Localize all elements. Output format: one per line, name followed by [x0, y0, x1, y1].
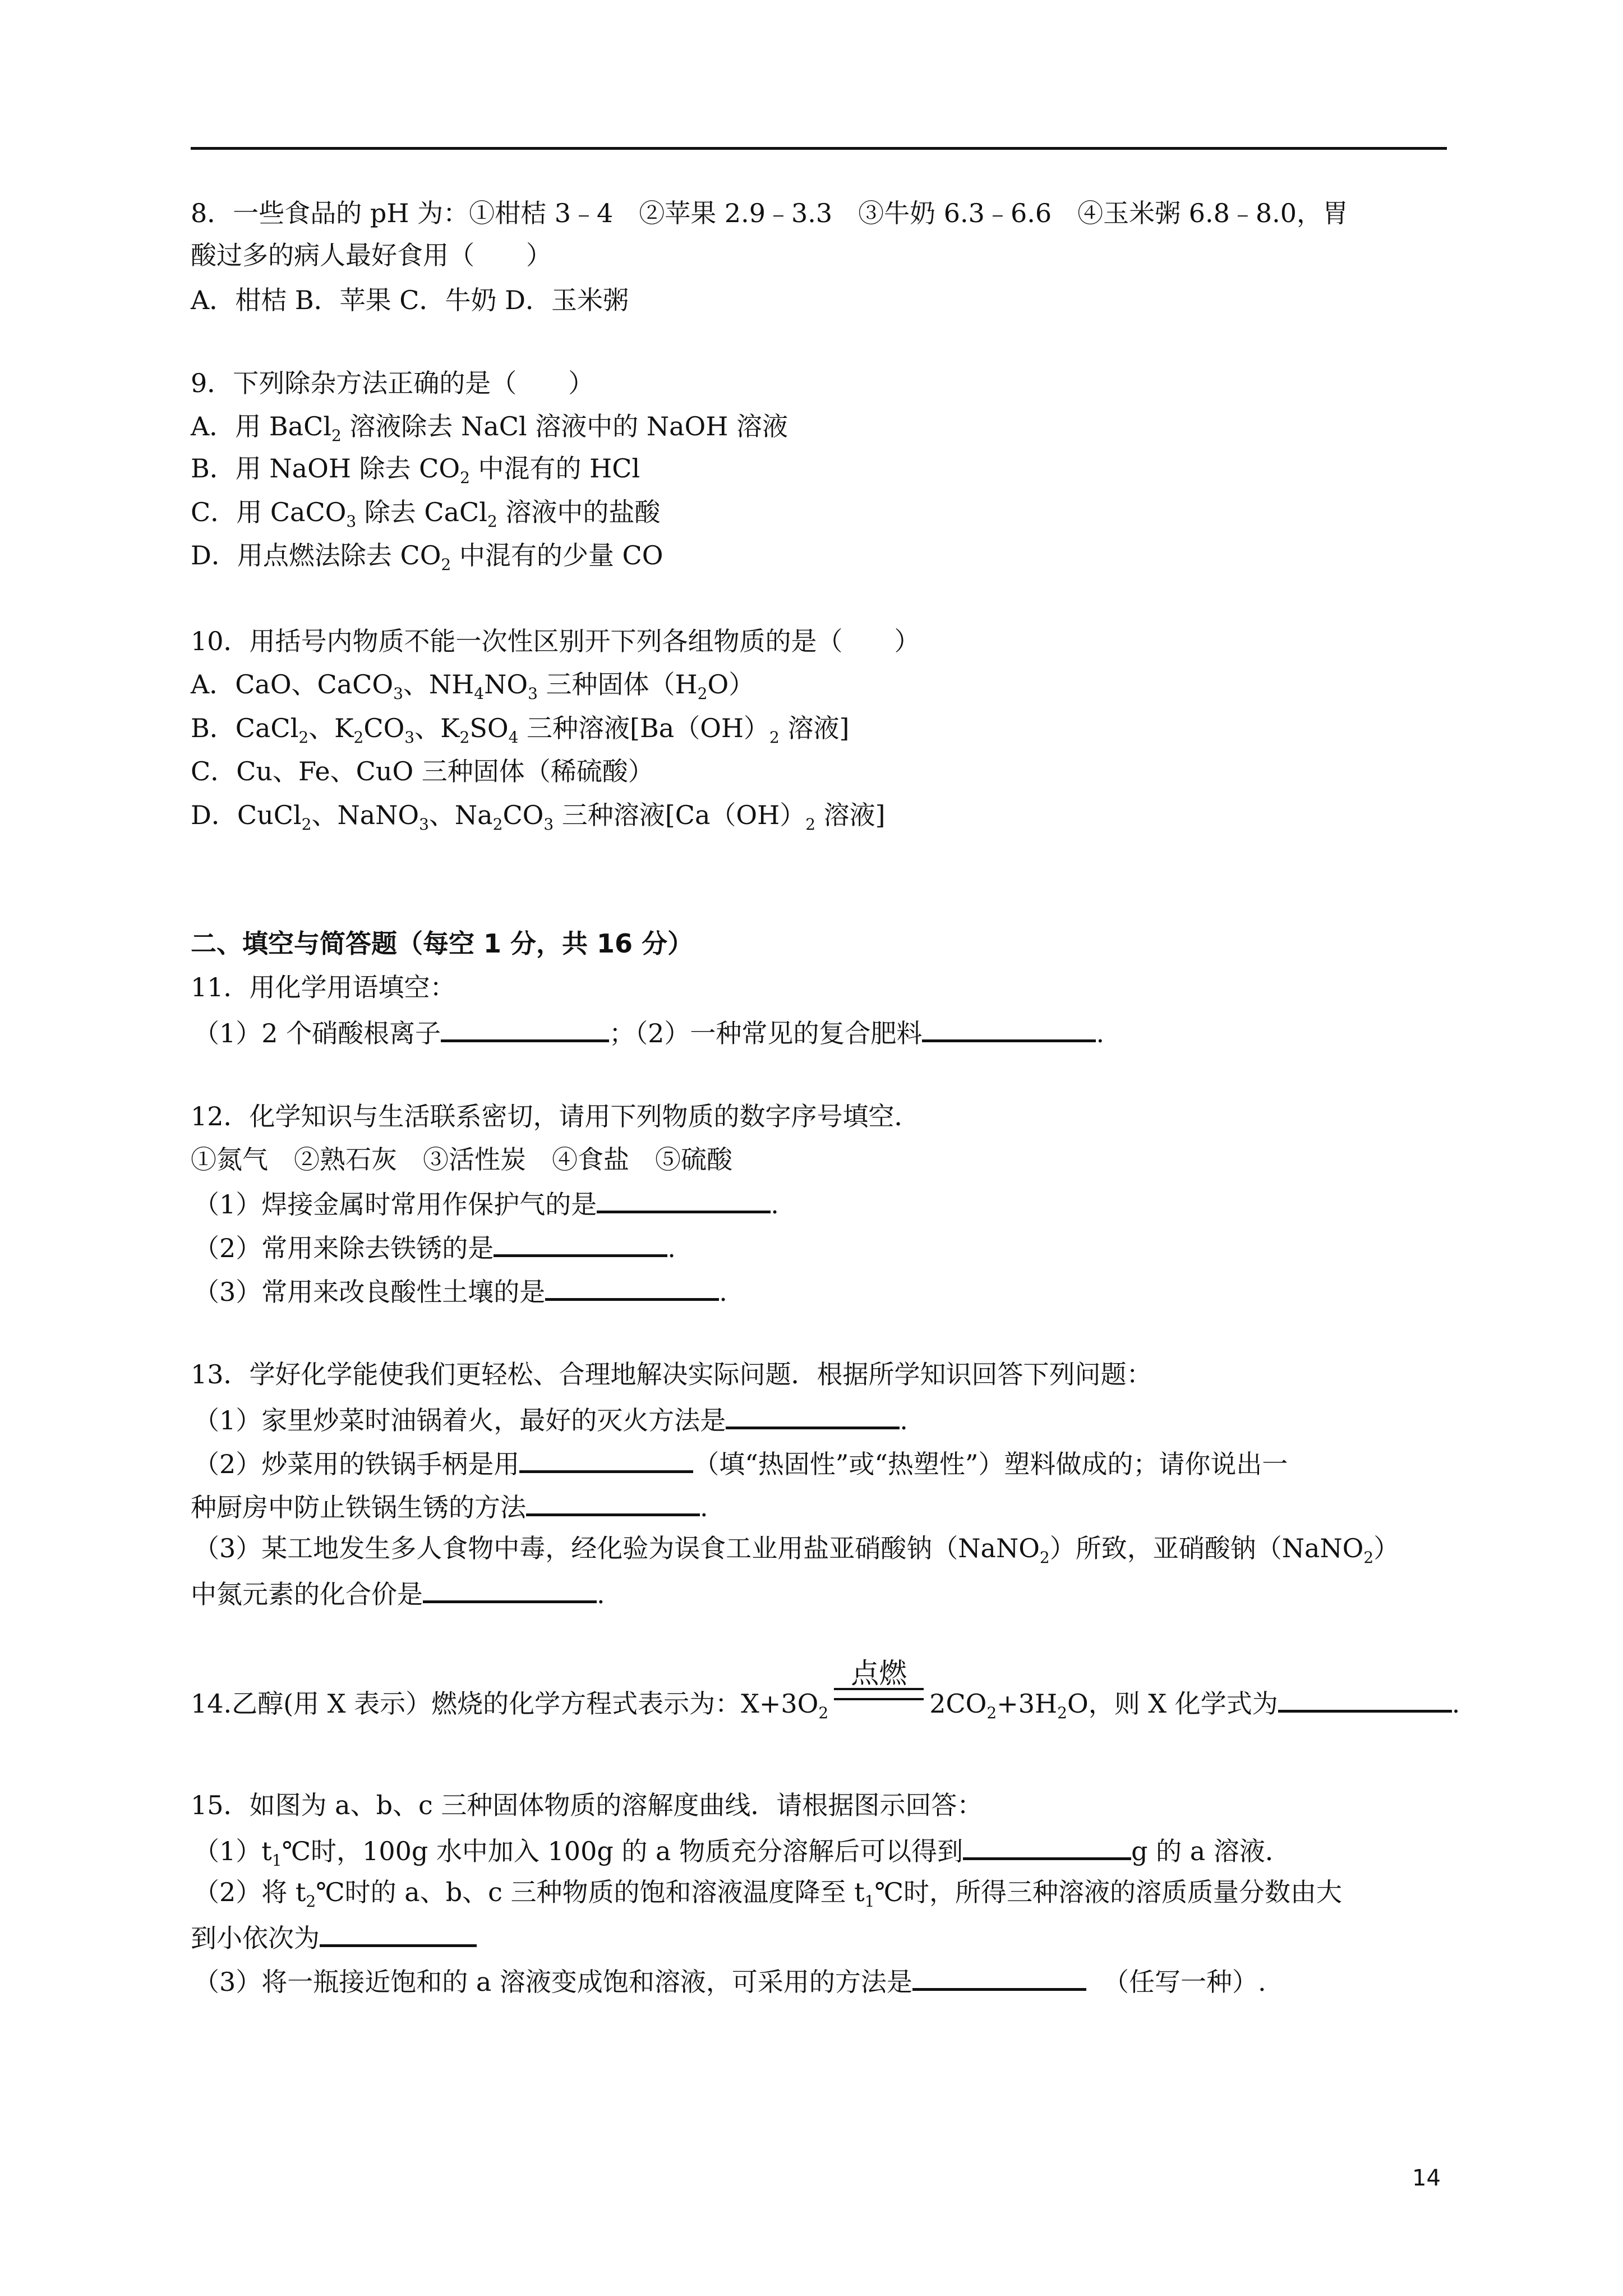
answer-blank[interactable]: [526, 1488, 700, 1516]
q9-option-a: A．用 BaCl$_2$ 溶液除去 NaCl 溶液中的 NaOH 溶液: [191, 411, 789, 445]
q15-sub1: $(1)t_1℃$时，100g 水中加入 100g 的 a 物质充分溶解后可以得到 g 的 a 溶液．: [193, 1832, 1291, 1868]
q12-stem: 12．化学知识与生活联系密切，请用下列物质的数字序号填空．: [191, 1101, 920, 1131]
answer-blank[interactable]: [423, 1575, 597, 1603]
q8-line2: 酸过多的病人最好食用（ ）: [191, 240, 552, 270]
q13-sub3-line1: （3）某工地发生多人食物中毒，经化验为误食工业用盐亚硝酸钠（NaNO$_2$）所致，亚硝酸钠（NaNO$_2$）: [193, 1533, 1400, 1567]
answer-blank[interactable]: [441, 1014, 609, 1042]
q15-sub3: （3）将一瓶接近饱和的 a 溶液变成饱和溶液，可采用的方法是 （任写一种）.: [193, 1962, 1266, 1999]
answer-blank[interactable]: [912, 1962, 1086, 1991]
q9-option-d: D．用点燃法除去 $CO_2$ 中混有的少量 CO: [191, 540, 663, 574]
q9-option-b: B．用 NaOH 除去 $CO_2$ 中混有的 HCl: [191, 453, 640, 487]
q13-sub1: （1）家里炒菜时油锅着火，最好的灭火方法是 .: [193, 1401, 908, 1437]
q12-sub1: （1）焊接金属时常用作保护气的是 .: [193, 1185, 779, 1221]
answer-blank[interactable]: [726, 1401, 900, 1429]
q13-sub3-line2: 中氮元素的化合价是 .: [191, 1575, 605, 1611]
answer-blank[interactable]: [320, 1918, 477, 1947]
q15-stem: 15．如图为 a、b、c 三种固体物质的溶解度曲线．请根据图示回答：: [191, 1790, 983, 1820]
answer-blank[interactable]: [922, 1014, 1096, 1042]
condition-label: 点燃: [851, 1657, 907, 1690]
q8-line1: 8．一些食品的 pH 为：①柑桔 3﹣4 ②苹果 2.9﹣3.3 ③牛奶 6.3﹣6.6 ④玉米粥 6.8﹣8.0，胃: [191, 198, 1349, 228]
answer-blank[interactable]: [545, 1272, 719, 1301]
q9-option-c: C．用 CaCO$_3$ 除去 CaCl$_2$ 溶液中的盐酸: [191, 497, 661, 531]
q13-stem: 13．学好化学能使我们更轻松、合理地解决实际问题．根据所学知识回答下列问题：: [191, 1359, 1152, 1389]
header-rule: [191, 147, 1447, 150]
equals-bars: [834, 1688, 924, 1700]
q10-option-a: A．CaO、CaCO$_3$、$NH_4NO_3$ 三种固体$(H_2O)$: [191, 669, 755, 703]
q15-sub2-line1: （2）将 $t_2℃$时的 a、b、c 三种物质的饱和溶液温度降至 $t_1℃$时，所得三种溶液的溶质质量分数由大: [193, 1877, 1342, 1911]
q14-equation: 14.乙醇(用 X 表示）燃烧的化学方程式表示为：$X+3O_2$ 点燃 $2CO_2+3H_2O$，则 X 化学式为 .: [191, 1657, 1460, 1722]
q15-sub2-line2: 到小依次为: [191, 1918, 477, 1955]
answer-blank[interactable]: [1278, 1684, 1452, 1713]
answer-blank[interactable]: [597, 1185, 771, 1213]
q10-option-c: C．Cu、Fe、CuO 三种固体（稀硫酸）: [191, 756, 654, 786]
q10-stem: 10．用括号内物质不能一次性区别开下列各组物质的是（ ）: [191, 626, 920, 656]
q13-sub2-line2: 种厨房中防止铁锅生锈的方法 .: [191, 1488, 708, 1524]
q11-parts: （1）2 个硝酸根离子 ；（2）一种常见的复合肥料 .: [193, 1014, 1104, 1050]
answer-blank[interactable]: [519, 1444, 693, 1473]
q8-options: A．柑桔 B．苹果 C．牛奶 D．玉米粥: [191, 285, 629, 315]
section-heading: 二、填空与简答题（每空 1 分，共 16 分）: [191, 928, 694, 959]
q12-sub2: （2）常用来除去铁锈的是 .: [193, 1228, 676, 1265]
reaction-condition-arrow: [834, 1657, 924, 1713]
q9-stem: 9．下列除杂方法正确的是（ ）: [191, 368, 594, 398]
q11-stem: 11．用化学用语填空：: [191, 972, 456, 1002]
q13-sub2-line1: （2）炒菜用的铁锅手柄是用 （填“热固性”或“热塑性”）塑料做成的；请你说出一: [193, 1444, 1288, 1481]
q12-choices: ①氮气 ②熟石灰 ③活性炭 ④食盐 ⑤硫酸: [191, 1144, 732, 1175]
answer-blank[interactable]: [494, 1228, 667, 1257]
answer-blank[interactable]: [963, 1832, 1131, 1860]
q10-option-d: D．CuCl$_2$、NaNO$_3$、$Na_2CO_3$ 三种溶液[$Ca(OH)_2$ 溶液]: [191, 800, 886, 834]
page-number: 14: [1412, 2165, 1441, 2191]
q10-option-b: B．CaCl$_2$、$K_2CO_3$、$K_2SO_4$ 三种溶液[$Ba(OH)_2$ 溶液]: [191, 713, 850, 747]
q12-sub3: （3）常用来改良酸性土壤的是 .: [193, 1272, 727, 1309]
